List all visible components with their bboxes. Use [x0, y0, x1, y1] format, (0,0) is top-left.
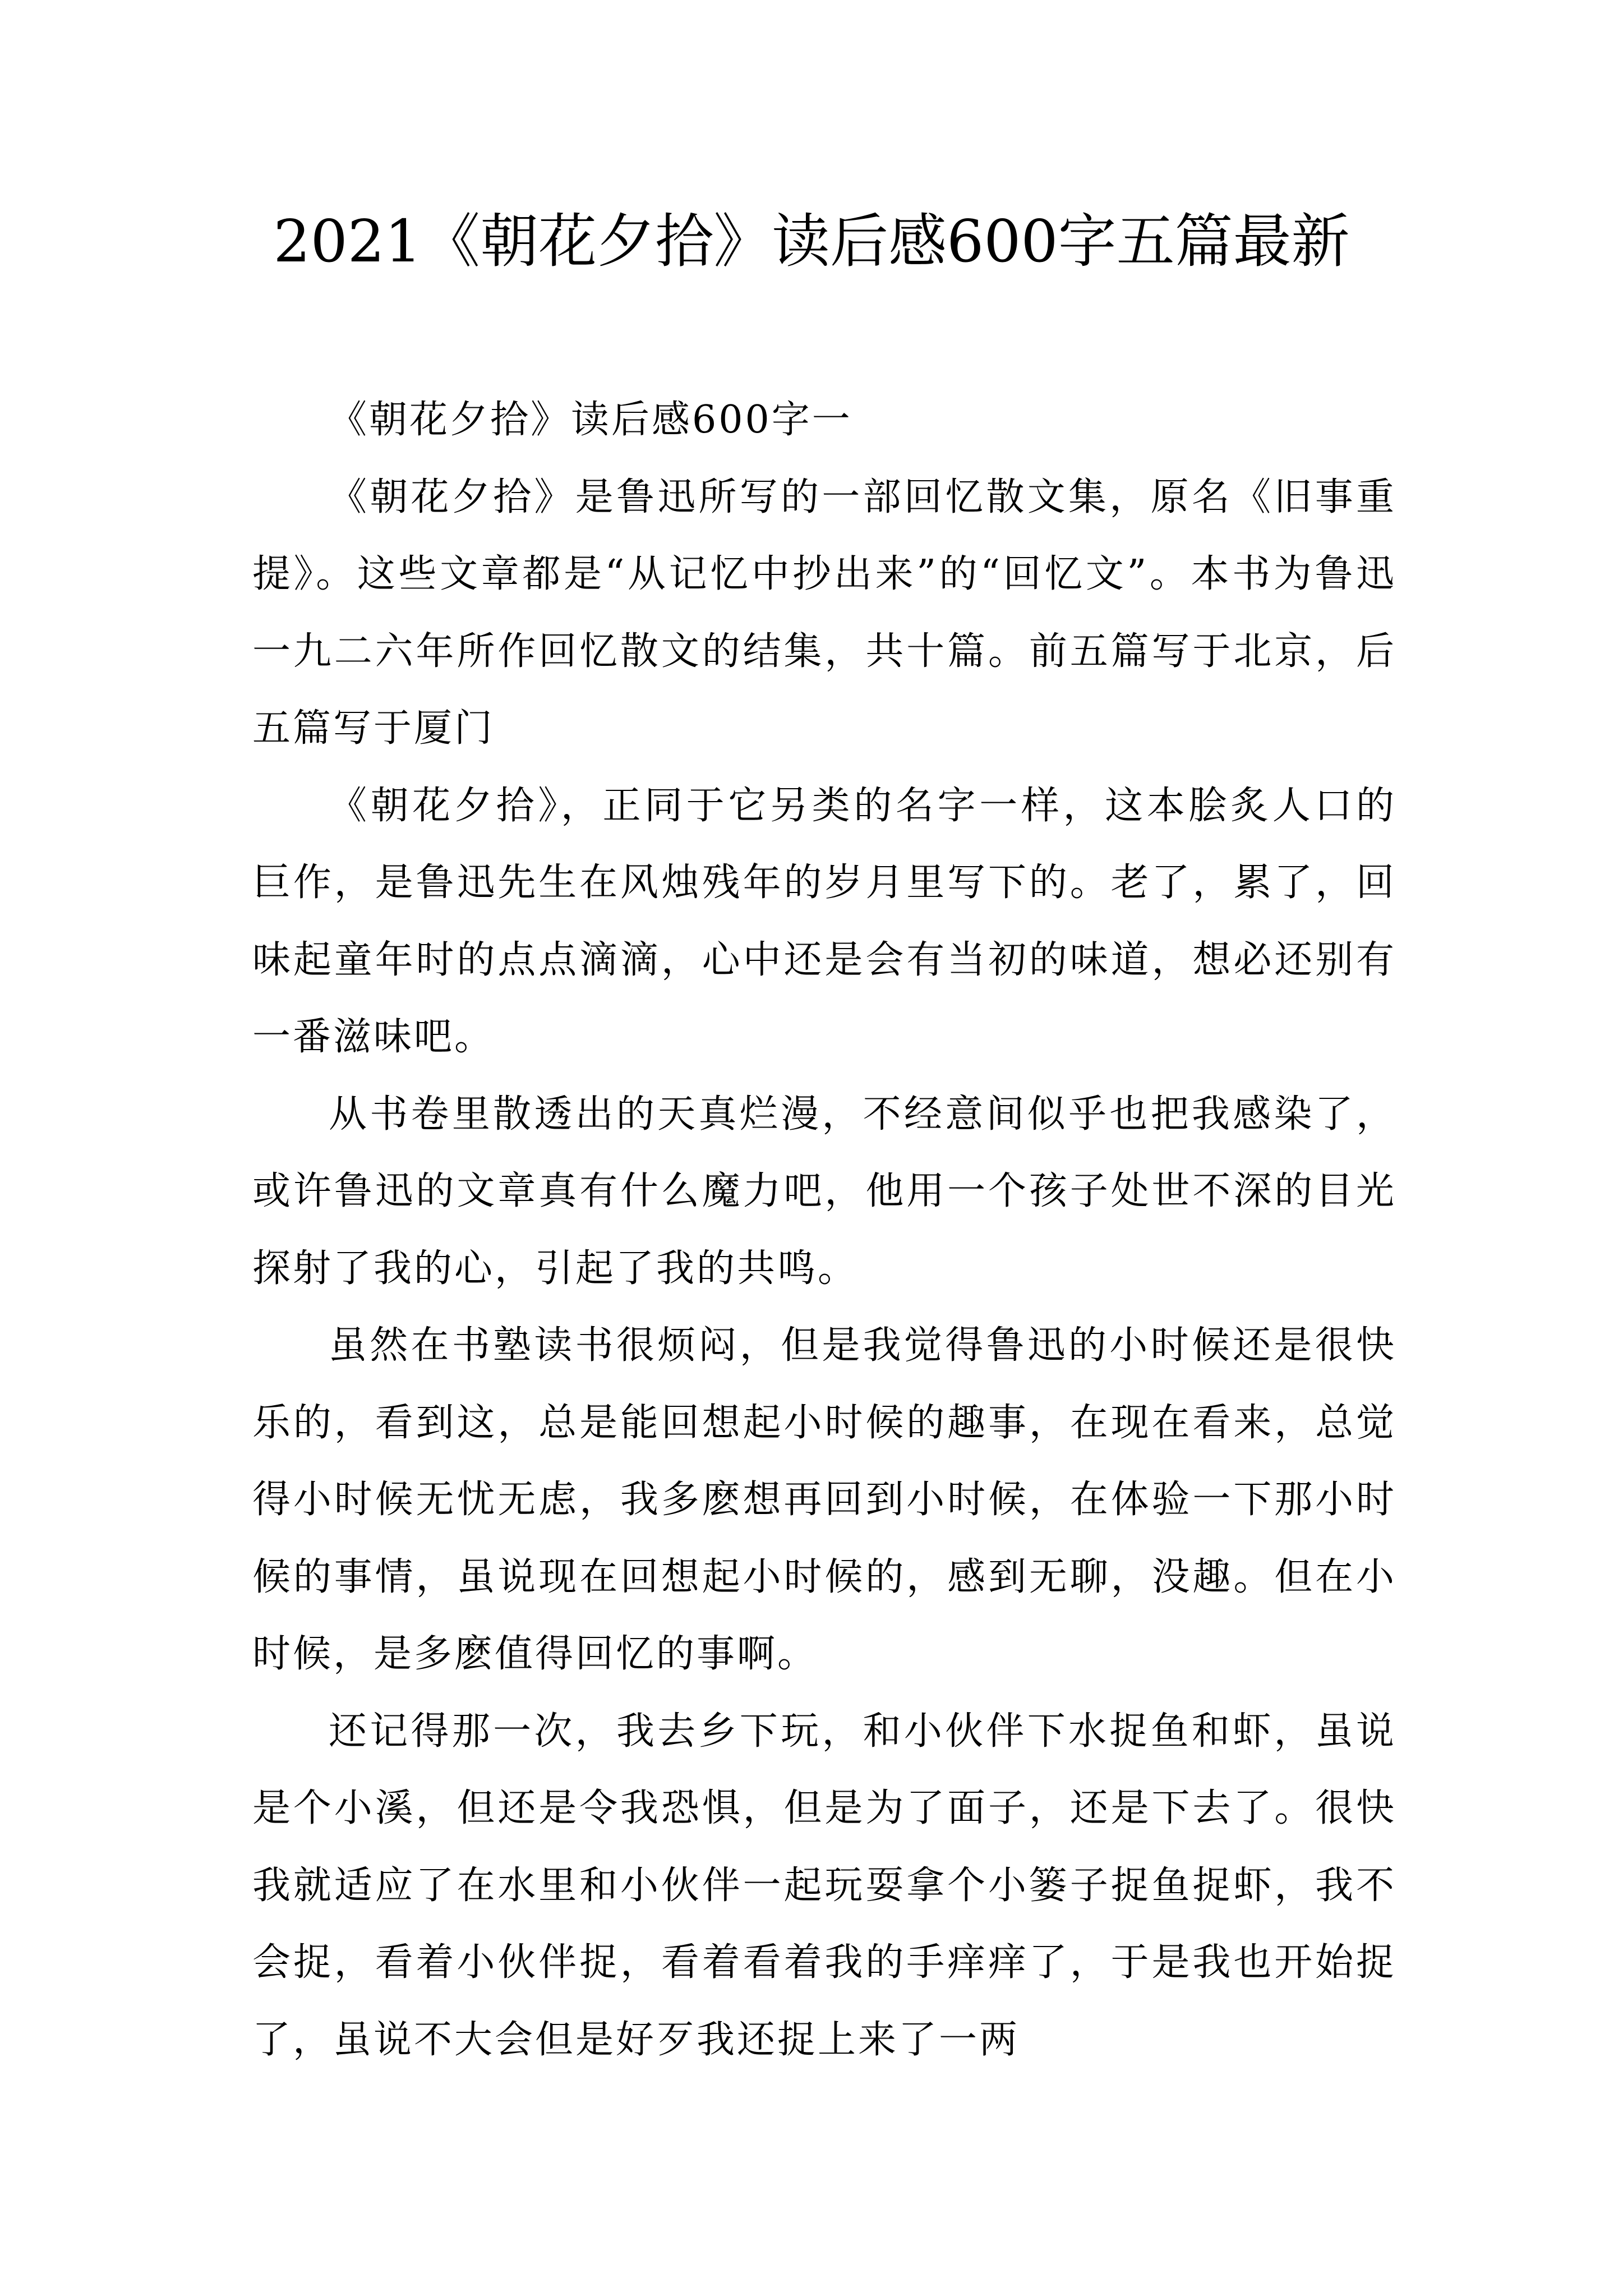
document-body	[252, 381, 1396, 2078]
paragraph: 虽然在书塾读书很烦闷，但是我觉得鲁迅的小时候还是很快乐的，看到这，总是能回想起小时候的趣事，在现在看来，总觉得小时候无忧无虑，我多麽想再回到小时候，在体验一下那小时候的事情，虽说现在回想起小时候的，感到无聊，没趣。但在小时候，是多麽值得回忆的事啊。	[252, 1323, 1396, 1676]
paragraph: 从书卷里散透出的天真烂漫，不经意间似乎也把我感染了，或许鲁迅的文章真有什么魔力吧，他用一个孩子处世不深的目光探射了我的心，引起了我的共鸣。	[252, 1092, 1396, 1291]
paragraph: 《朝花夕拾》是鲁迅所写的一部回忆散文集，原名《旧事重提》。这些文章都是“从记忆中抄出来”的“回忆文”。本书为鲁迅一九二六年所作回忆散文的结集，共十篇。前五篇写于北京，后五篇写于厦门	[252, 475, 1396, 751]
document-title: 2021《朝花夕拾》读后感600字五篇最新	[273, 207, 1350, 275]
paragraph: 《朝花夕拾》，正同于它另类的名字一样，这本脍炙人口的巨作，是鲁迅先生在风烛残年的岁月里写下的。老了，累了，回味起童年时的点点滴滴，心中还是会有当初的味道，想必还别有一番滋味吧。	[252, 783, 1396, 1059]
paragraph: 还记得那一次，我去乡下玩，和小伙伴下水捉鱼和虾，虽说是个小溪，但还是令我恐惧，但是为了面子，还是下去了。很快我就适应了在水里和小伙伴一起玩耍拿个小篓子捉鱼捉虾，我不会捉，看着小伙伴捉，看着看着我的手痒痒了，于是我也开始捉了，虽说不大会但是好歹我还捉上来了一两	[252, 1709, 1396, 2062]
section-heading: 《朝花夕拾》读后感600字一	[329, 398, 852, 442]
